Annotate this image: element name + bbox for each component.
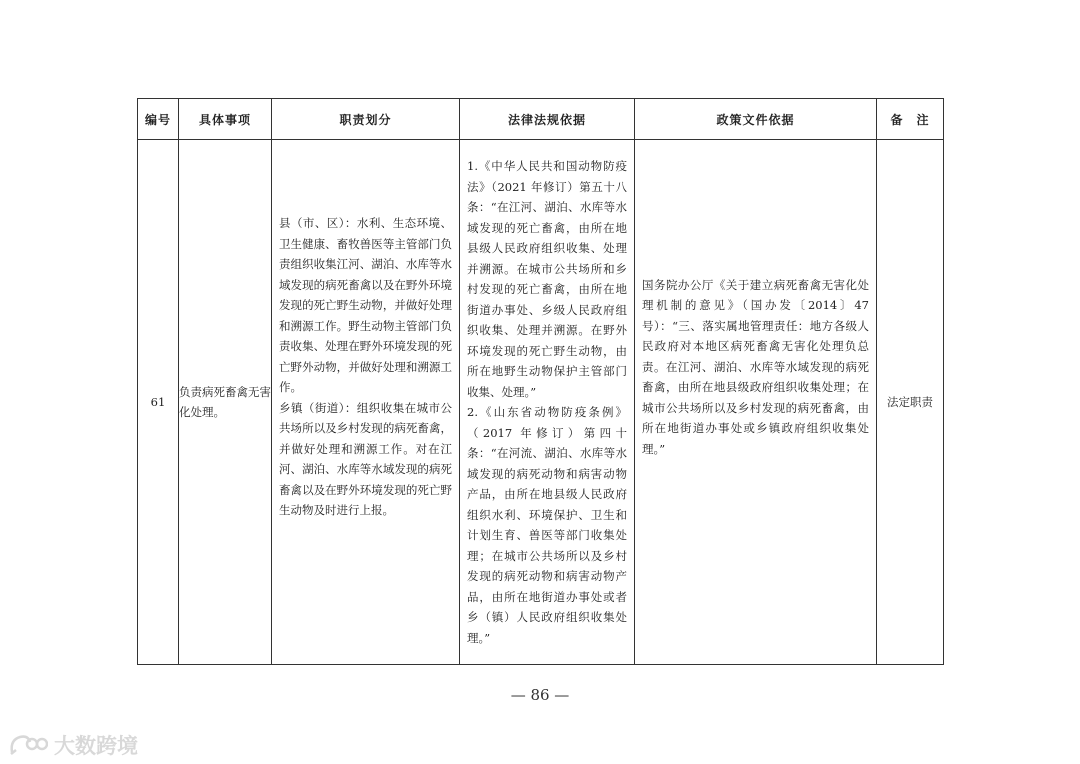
watermark (8, 728, 138, 762)
header-duty: 职责划分 (272, 99, 460, 140)
header-note: 备 注 (877, 99, 944, 140)
law-text: 1.《中华人民共和国动物防疫法》（2021 年修订）第五十八条：“在江河、湖泊、水库等水域发现的死亡畜禽，由所在地县级人民政府组织收集、处理并溯源。在城市公共场所和乡村发现的死亡畜禽，由所在地街道办事处、乡级人民政府组织收集、处理并溯源。在野外环境发现的死亡野生动物，由所在地野生动物保护主管部门收集、处理。” 2.《山东省动物防疫条例》（2017 年修订）第四十条：“在河流、湖泊、水库等水域发现的病死动物和病害动物产品，由所在地县级人民政府组织水利、环境保护、卫生和计划生育、兽医等部门收集处理；在城市公共场所以及乡村发现的病死动物和病害动物产品，由所在地街道办事处或者乡（镇）人民政府组织收集处理。” (467, 159, 627, 645)
cell-duty (272, 140, 460, 665)
page-number: — 86 — (510, 686, 570, 704)
item-text: 负责病死畜禽无害化处理。 (179, 384, 271, 419)
header-num: 编号 (138, 99, 179, 140)
watermark-text: 大数跨境 (54, 734, 138, 758)
cell-policy (635, 140, 877, 665)
duty-table (137, 98, 944, 665)
duty-text: 县（市、区）：水利、生态环境、卫生健康、畜牧兽医等主管部门负责组织收集江河、湖泊、水库等水域发现的病死畜禽以及在野外环境发现的死亡野生动物，并做好处理和溯源工作。野生动物主管部门负责收集、处理在野外环境发现的死亡野外动物，并做好处理和溯源工作。 乡镇（街道）：组织收集在城市公共场所以及乡村发现的病死畜禽，并做好处理和溯源工作。对在江河、湖泊、水库等水域发现的病死畜禽以及在野外环境发现的死亡野生动物及时进行上报。 (279, 216, 452, 518)
header-policy: 政策文件依据 (635, 99, 877, 140)
table-row (138, 140, 944, 665)
cell-note: 法定职责 (877, 140, 944, 665)
table-header-row (138, 99, 944, 140)
header-law: 法律法规依据 (460, 99, 635, 140)
cell-law (460, 140, 635, 665)
cell-num: 61 (138, 140, 179, 665)
cell-item (179, 140, 272, 665)
header-item: 具体事项 (179, 99, 272, 140)
policy-text: 国务院办公厅《关于建立病死畜禽无害化处理机制的意见》（国办发〔2014〕47 号）：“三、落实属地管理责任：地方各级人民政府对本地区病死畜禽无害化处理负总责。在江河、湖泊、水库等水域发现的病死畜禽，由所在地县级政府组织收集处理；在城市公共场所以及乡村发现的病死畜禽，由所在地街道办事处或乡镇政府组织收集处理。” (642, 277, 869, 456)
chat-bubble-logo-icon (8, 732, 48, 758)
